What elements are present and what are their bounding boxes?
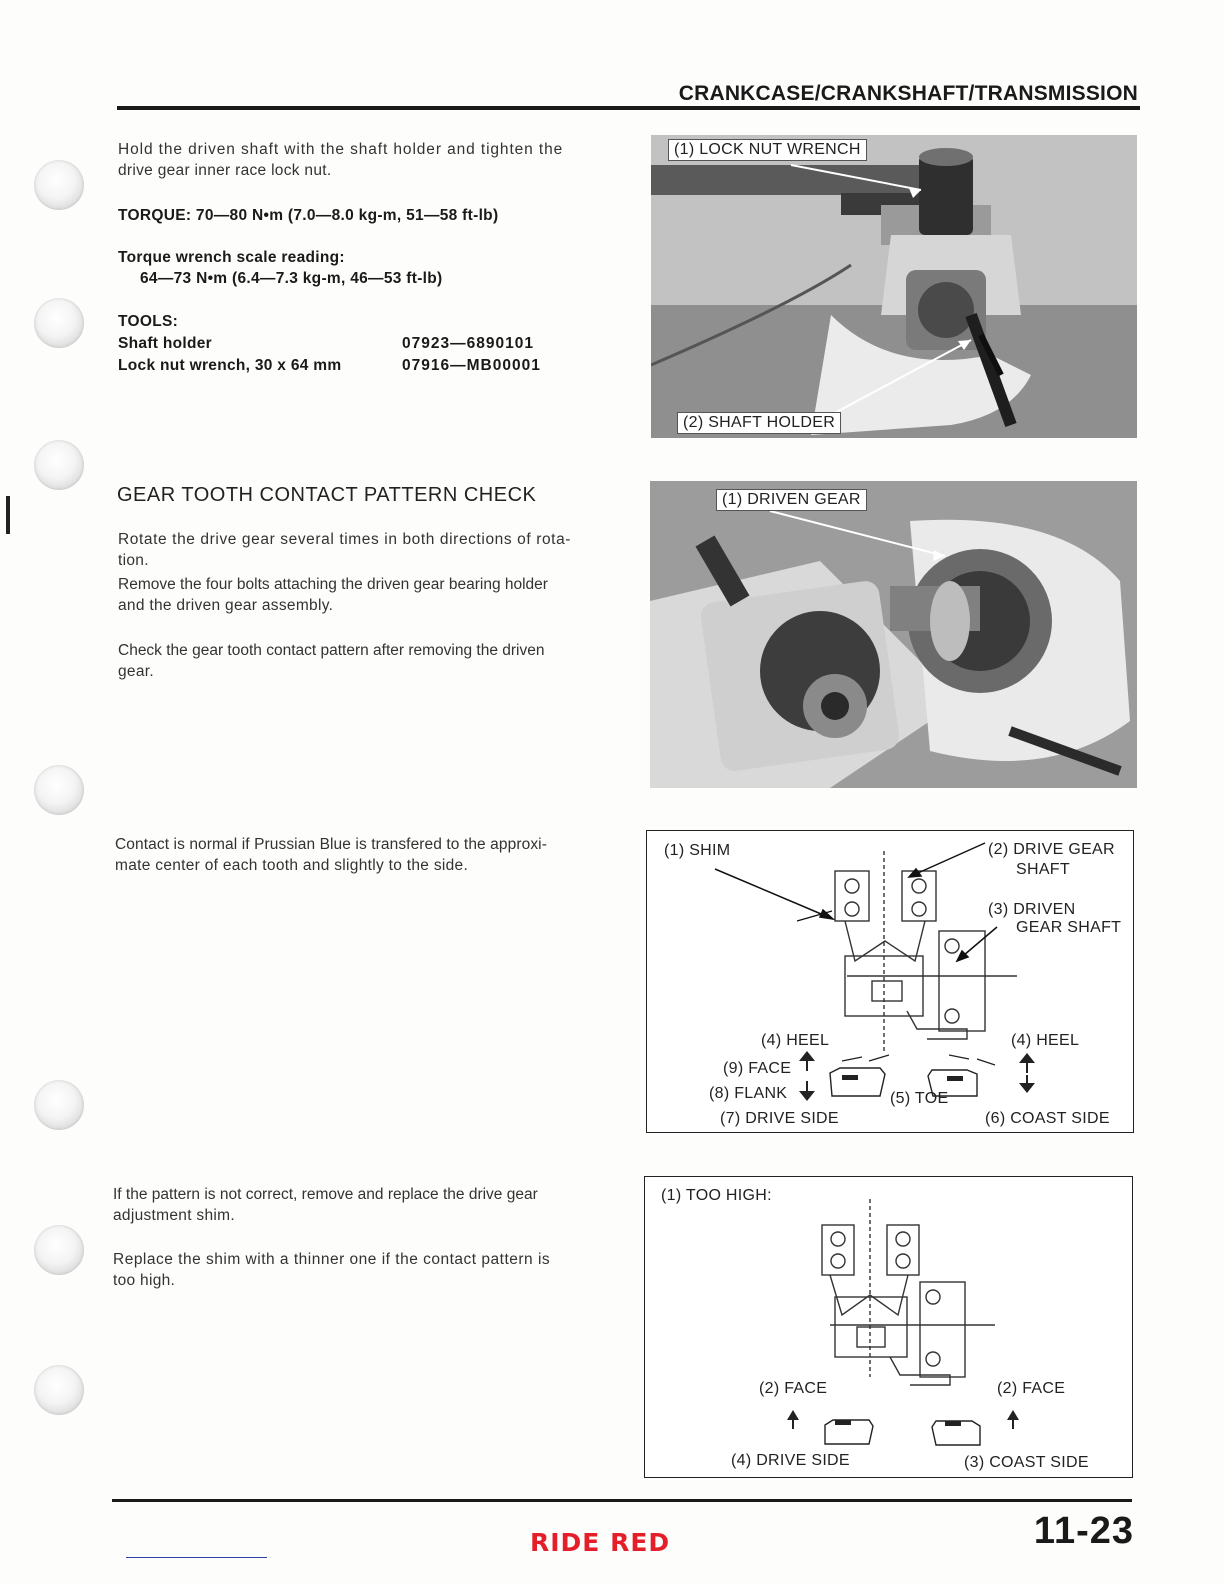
- face-left-label: (2) FACE: [759, 1380, 828, 1397]
- rotate-text: [118, 529, 630, 571]
- coast-side-label: (6) COAST SIDE: [985, 1110, 1110, 1127]
- text-line: adjustment shim.: [113, 1207, 235, 1224]
- photo-illustration: [650, 481, 1137, 788]
- left-edge-mark: [6, 496, 10, 534]
- section-header: CRANKCASE/CRANKSHAFT/TRANSMISSION: [678, 82, 1138, 105]
- footer-link-underline[interactable]: [126, 1557, 267, 1558]
- binder-hole: [34, 1080, 84, 1130]
- contact-pattern-diagram: [646, 830, 1134, 1133]
- driven-gear-photo: [650, 481, 1137, 788]
- heel-right-label: (4) HEEL: [1011, 1032, 1080, 1049]
- drive-side-tooth-icon: [787, 1410, 873, 1444]
- photo-illustration: [651, 135, 1137, 438]
- text-line: too high.: [113, 1272, 176, 1289]
- text-line: mate center of each tooth and slightly to the side.: [115, 857, 469, 874]
- text-line: Contact is normal if Prussian Blue is transfered to the approxi-: [115, 836, 547, 853]
- normal-contact-text: [115, 834, 630, 876]
- check-pattern-text: [118, 640, 630, 682]
- shim-label: (1) SHIM: [664, 842, 731, 859]
- tool-code: 07923—6890101: [402, 335, 534, 352]
- text-line: If the pattern is not correct, remove and replace the drive gear: [113, 1186, 538, 1203]
- text-line: and the driven gear assembly.: [118, 597, 334, 614]
- drive-gear-shaft-label: SHAFT: [1016, 861, 1070, 878]
- toe-label: (5) TOE: [890, 1090, 949, 1107]
- header-rule: [117, 106, 1140, 110]
- pattern-incorrect-text: [113, 1184, 630, 1226]
- thinner-shim-text: [113, 1249, 630, 1291]
- section-title: GEAR TOOTH CONTACT PATTERN CHECK: [117, 484, 537, 506]
- text-line: Check the gear tooth contact pattern after removing the driven: [118, 642, 545, 659]
- text-line: Rotate the drive gear several times in both directions of rota-: [118, 531, 572, 548]
- binder-hole: [34, 440, 84, 490]
- binder-hole: [34, 1225, 84, 1275]
- too-high-diagram: [644, 1176, 1133, 1478]
- binder-hole: [34, 765, 84, 815]
- flank-label: (8) FLANK: [709, 1085, 788, 1102]
- torque-spec: TORQUE: 70—80 N•m (7.0—8.0 kg-m, 51—58 ft-lb): [118, 207, 499, 224]
- footer-rule: [112, 1499, 1132, 1502]
- text-line: gear.: [118, 663, 154, 680]
- intro-line: Hold the driven shaft with the shaft holder and tighten the: [118, 141, 564, 158]
- binder-hole: [34, 1365, 84, 1415]
- shaft-holder-label: (2) SHAFT HOLDER: [677, 412, 841, 434]
- coast-side-tooth-icon: [932, 1410, 1019, 1445]
- driven-gear-shaft-label: GEAR SHAFT: [1016, 919, 1122, 936]
- scale-heading: Torque wrench scale reading:: [118, 249, 345, 266]
- lock-nut-wrench-photo: [651, 135, 1137, 438]
- heel-left-label: (4) HEEL: [761, 1032, 830, 1049]
- lock-nut-wrench-label: (1) LOCK NUT WRENCH: [668, 139, 867, 161]
- tool-code: 07916—MB00001: [402, 357, 541, 374]
- intro-line: drive gear inner race lock nut.: [118, 162, 332, 179]
- coast-side-label: (3) COAST SIDE: [964, 1454, 1089, 1471]
- drive-side-label: (4) DRIVE SIDE: [731, 1452, 850, 1469]
- page-number: 11-23: [1033, 1510, 1134, 1552]
- drive-gear-shaft-label: (2) DRIVE GEAR: [988, 841, 1115, 858]
- driven-gear-label: (1) DRIVEN GEAR: [716, 489, 867, 511]
- binder-hole: [34, 160, 84, 210]
- too-high-label: (1) TOO HIGH:: [661, 1187, 772, 1204]
- face-right-label: (2) FACE: [997, 1380, 1066, 1397]
- text-line: Replace the shim with a thinner one if the contact pattern is: [113, 1251, 551, 1268]
- face-label: (9) FACE: [723, 1060, 792, 1077]
- gear-cross-section-too-high: [645, 1177, 1132, 1477]
- tools-heading: TOOLS:: [118, 313, 179, 330]
- text-line: Remove the four bolts attaching the driven gear bearing holder: [118, 576, 548, 593]
- binder-hole: [34, 298, 84, 348]
- tool-name: Lock nut wrench, 30 x 64 mm: [118, 357, 342, 374]
- drive-side-tooth-icon: [799, 1051, 889, 1101]
- drive-side-label: (7) DRIVE SIDE: [720, 1110, 839, 1127]
- driven-gear-shaft-label: (3) DRIVEN: [988, 901, 1076, 918]
- remove-bolts-text: [118, 574, 630, 616]
- brand-logo: RIDE RED: [530, 1528, 671, 1557]
- intro-text: [118, 139, 630, 181]
- text-line: tion.: [118, 552, 149, 569]
- scale-value: 64—73 N•m (6.4—7.3 kg-m, 46—53 ft-lb): [140, 270, 443, 287]
- tool-name: Shaft holder: [118, 335, 213, 352]
